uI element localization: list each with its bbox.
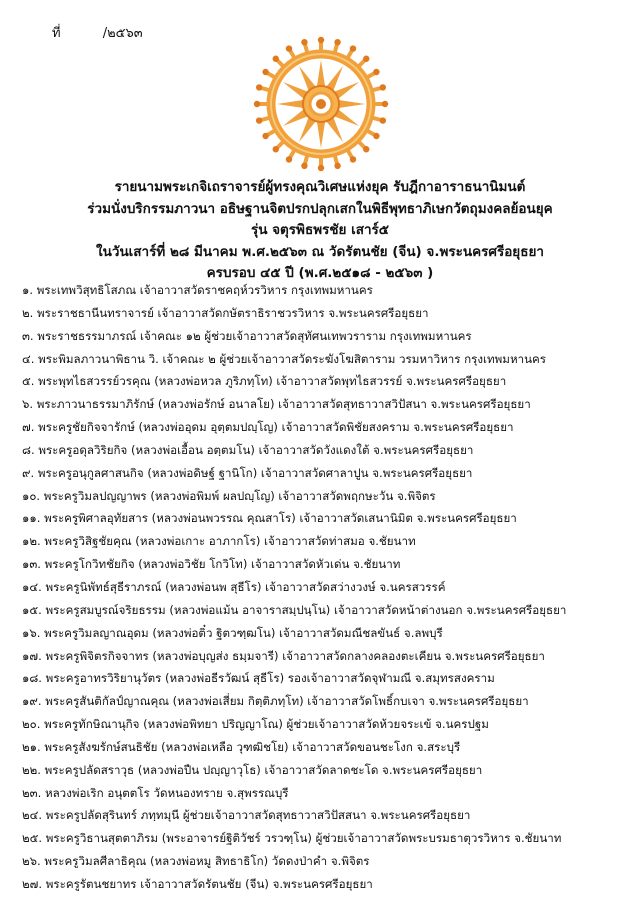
dharma-wheel-emblem: [253, 36, 389, 172]
title-line: ร่วมนั่งบริกรรมภาวนา อธิษฐานจิตปรกปลุกเสกในพิธีพุทธาภิเษกวัตถุมงคลย้อนยุค: [87, 200, 553, 217]
list-item: ๑๕. พระครูสมบูรณ์จริยธรรม (หลวงพ่อแม้น อาจาราสมฺปนฺโน) เจ้าอาวาสวัดหน้าต่างนอก จ.พระนครศรีอยุธยา: [22, 602, 567, 617]
list-item: ๔. พระพิมลภาวนาพิธาน วิ. เจ้าคณะ ๒ ผู้ช่วยเจ้าอาวาสวัดระฆังโฆสิตาราม วรมหาวิหาร กรุงเทพมหานคร: [22, 351, 547, 366]
list-item: ๑๖. พระครูวิมลญาณอุดม (หลวงพ่อติ๋ว ฐิตวฑฺฒโน) เจ้าอาวาสวัดมณีชลขันธ์ จ.ลพบุรี: [22, 625, 443, 640]
list-item: ๒๐. พระครูทักษิณานุกิจ (หลวงพ่อพิทยา ปริญญาโณ) ผู้ช่วยเจ้าอาวาสวัดห้วยจระเข้ จ.นครปฐม: [22, 717, 489, 732]
title-line: ครบรอบ ๔๕ ปี (พ.ศ.๒๕๑๘ - ๒๕๖๓ ): [206, 265, 434, 281]
list-item: ๒๔. พระครูปลัดสุรินทร์ ภทฺทมุนี ผู้ช่วยเจ้าอาวาสวัดสุทธาวาสวิปัสสนา จ.พระนครศรีอยุธยา: [22, 808, 471, 823]
list-item: ๑๙. พระครูสันติกัลป์ญาณคุณ (หลวงพ่อเสี่ยม กิตฺติภทฺโท) เจ้าอาวาสวัดโพธิ์กบเจา จ.พระนครศรีอยุธยา: [22, 694, 529, 709]
list-item: ๑๒. พระครูวิสิฐชัยคุณ (หลวงพ่อเกาะ อาภากโร) เจ้าอาวาสวัดท่าสมอ จ.ชัยนาท: [22, 534, 416, 549]
list-item: ๒๒. พระครูปลัดสราวุธ (หลวงพ่อปืน ปญฺญาวุโธ) เจ้าอาวาสวัดลาดชะโด จ.พระนครศรีอยุธยา: [22, 762, 483, 777]
document-title: [0, 177, 640, 285]
list-item: ๒๗. พระครูรัตนชยาทร เจ้าอาวาสวัดรัตนชัย (จีน) จ.พระนครศรีอยุธยา: [22, 876, 373, 891]
list-item: ๑. พระเทพวิสุทธิโสภณ เจ้าอาวาสวัดราชคฤห์วรวิหาร กรุงเทพมหานคร: [22, 283, 373, 297]
list-item: ๒๕. พระครูวิธานสุตตาภิรม (พระอาจารย์ฐิติวัชร์ วรวฑฺโน) ผู้ช่วยเจ้าอาวาสวัดพระบรมธาตุวรวิหาร จ.ชัยนาท: [22, 831, 562, 846]
list-item: ๒๑. พระครูสังฆรักษ์สนธิชัย (หลวงพ่อเหลือ วุฑฒิชโย) เจ้าอาวาสวัดขอนชะโงก จ.สระบุรี: [22, 739, 461, 754]
document-number-label: ที่: [52, 26, 61, 41]
list-item: ๗. พระครูชัยกิจจารักษ์ (หลวงพ่ออุดม อุตฺตมปญฺโญ) เจ้าอาวาสวัดพิชัยสงคราม จ.พระนครศรีอยุธยา: [22, 420, 514, 435]
list-item: ๓. พระราชธรรมาภรณ์ เจ้าคณะ ๑๒ ผู้ช่วยเจ้าอาวาสวัดสุทัศนเทพวราราม กรุงเทพมหานคร: [22, 328, 472, 343]
list-item: ๖. พระภาวนาธรรมาภิรักษ์ (หลวงพ่อรักษ์ อนาลโย) เจ้าอาวาสวัดสุทธาวาสวิปัสนา จ.พระนครศรีอยุธยา: [22, 397, 531, 412]
list-item: ๒๖. พระครูวิมลศีลาธิคุณ (หลวงพ่อหมู สิทธาธิโก) วัดดงป่าคำ จ.พิจิตร: [22, 854, 370, 869]
list-item: ๘. พระครูอดุลวิริยกิจ (หลวงพ่อเอื้อน อตฺตมโน) เจ้าอาวาสวัดวังแดงใต้ จ.พระนครศรีอยุธยา: [22, 442, 474, 457]
list-item: ๒๓. หลวงพ่อเริก อนุตตโร วัดหนองทราย จ.สุพรรณบุรี: [22, 785, 289, 800]
monk-list: [22, 279, 630, 896]
list-item: ๑๘. พระครูอาทรวิริยานุวัตร (หลวงพ่อธีรวัฒน์ สุธีโร) รองเจ้าอาวาสวัดจุฬามณี จ.สมุทรสงคราม: [22, 671, 495, 686]
list-item: ๑๑. พระครูพิศาลอุทัยสาร (หลวงพ่อนพวรรณ คุณสาโร) เจ้าอาวาสวัดเสนานิมิต จ.พระนครศรีอยุธยา: [22, 511, 517, 526]
list-item: ๕. พระพุทไธสวรรย์วรคุณ (หลวงพ่อหวล ภูริภทฺโท) เจ้าอาวาสวัดพุทไธสวรรย์ จ.พระนครศรีอยุธยา: [22, 374, 507, 389]
list-item: ๑๐. พระครูวิมลปญญาพร (หลวงพ่อพิมพ์ ผลปญฺโญ) เจ้าอาวาสวัดพฤกษะวัน จ.พิจิตร: [22, 488, 436, 503]
list-item: ๑๓. พระครูโกวิทชัยกิจ (หลวงพ่อวิชัย โกวิโท) เจ้าอาวาสวัดหัวเด่น จ.ชัยนาท: [22, 557, 401, 572]
list-item: ๑๔. พระครูนิพัทธ์สุธีราภรณ์ (หลวงพ่อนพ สุธีโร) เจ้าอาวาสวัดสว่างวงษ์ จ.นครสวรรค์: [22, 579, 446, 594]
document-number: [52, 22, 143, 43]
list-item: ๒. พระราชธานีนทราจารย์ เจ้าอาวาสวัดกษัตราธิราชวรวิหาร จ.พระนครศรีอยุธยา: [22, 305, 429, 320]
dharma-wheel-icon: [254, 37, 388, 171]
list-item: ๙. พระครูอนุกูลศาสนกิจ (หลวงพ่อดิษฐ์ ฐานิโก) เจ้าอาวาสวัดศาลาปูน จ.พระนครศรีอยุธยา: [22, 465, 473, 480]
document-number-value: /๒๕๖๓: [102, 26, 143, 41]
list-item: ๑๗. พระครูพิจิตรกิจจาทร (หลวงพ่อบุญส่ง ธมฺมจารี) เจ้าอาวาสวัดกลางคลองตะเคียน จ.พระนครศรีอยุธยา: [22, 648, 545, 663]
title-line: รายนามพระเกจิเถราจารย์ผู้ทรงคุณวิเศษแห่งยุค รับฎีกาอาราธนานิมนต์: [114, 179, 526, 195]
title-line: ในวันเสาร์ที่ ๒๘ มีนาคม พ.ศ.๒๕๖๓ ณ วัดรัตนชัย (จีน) จ.พระนครศรีอยุธยา: [96, 243, 544, 260]
title-line: รุ่น จตุรพิธพรชัย เสาร์๕: [250, 222, 390, 238]
